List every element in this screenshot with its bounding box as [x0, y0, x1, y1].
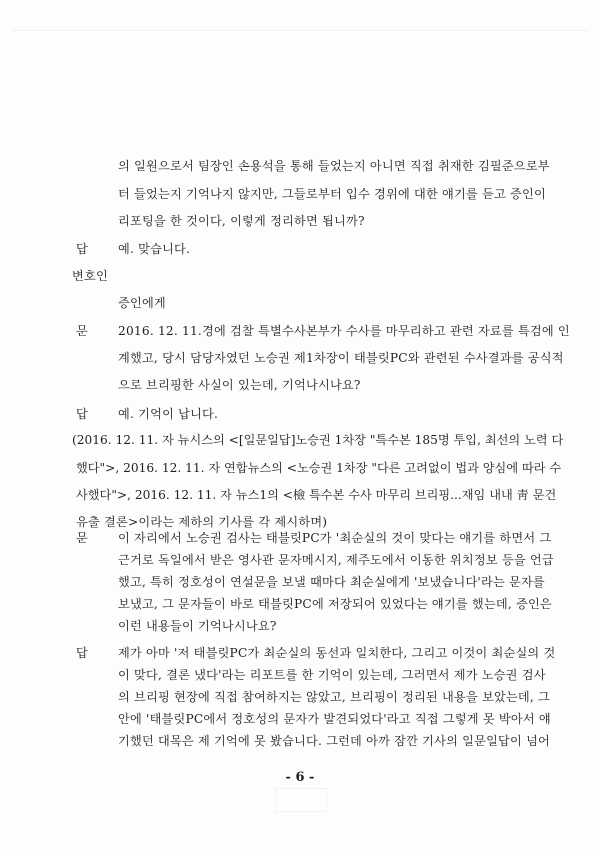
text-line: 이런 내용들이 기억나시나요? — [118, 619, 277, 633]
text-line: 근거로 독일에서 받은 영사관 문자메시지, 제주도에서 이동한 위치정보 등을 언급 — [118, 553, 554, 567]
question-label: 문 — [76, 324, 88, 338]
question-label: 문 — [76, 531, 88, 545]
text-line: 증인에게 — [118, 296, 166, 310]
answer-label: 답 — [76, 646, 88, 660]
text-line: 으로 브리핑한 사실이 있는데, 기억나시나요? — [118, 378, 361, 392]
text-line: 했고, 특히 정호성이 연설문을 보낼 때마다 최순실에게 '보냈습니다'라는 문자를 — [118, 575, 545, 589]
lawyer-label: 변호인 — [72, 269, 108, 283]
text-line: 유출 결론>이라는 제하의 기사를 각 제시하며) — [76, 515, 328, 529]
text-line: 의 일원으로서 팀장인 손용석을 통해 들었는지 아니면 직접 취재한 김필준으로부 — [118, 159, 550, 173]
text-line: 안에 '태블릿PC에서 정호성의 문자가 발견되었다'라고 직접 그렇게 못 박아서 얘 — [118, 712, 551, 726]
text-line: 계했고, 당시 담당자였던 노승권 제1차장이 태블릿PC와 관련된 수사결과를 공식적 — [118, 351, 564, 365]
text-line: 의 브리핑 현장에 직접 참여하지는 않았고, 브리핑이 정리된 내용을 보았는데, 그 — [118, 690, 551, 704]
page-number: - 6 - — [285, 770, 315, 785]
text-line: 리포팅을 한 것이다, 이렇게 정리하면 됩니까? — [118, 214, 365, 228]
text-line: 2016. 12. 11.경에 검찰 특별수사본부가 수사를 마무리하고 관련 자료를 특검에 인 — [118, 324, 570, 338]
text-line: 이 자리에서 노승권 검사는 태블릿PC가 '최순실의 것이 맞다는 얘기를 하면서 그 — [118, 531, 552, 545]
text-line: 사했다">, 2016. 12. 11. 자 뉴스1의 <檢 특수본 수사 마무리 브리핑...재임 내내 靑 문건 — [76, 488, 557, 502]
text-line: 예. 기억이 납니다. — [118, 407, 219, 421]
text-line: 했다">, 2016. 12. 11. 자 연합뉴스의 <노승권 1차장 "다른 고려없이 법과 양심에 따라 수 — [76, 461, 562, 475]
faint-stamp-mark — [275, 788, 327, 812]
text-line: (2016. 12. 11. 자 뉴시스의 <[일문일답]노승권 1차장 "특수본 185명 투입, 최선의 노력 다 — [72, 433, 564, 447]
text-line: 제가 아마 '저 태블릿PC가 최순실의 동선과 일치한다, 그리고 이것이 최순실의 것 — [118, 646, 556, 660]
text-line: 예. 맞습니다. — [118, 242, 191, 256]
answer-label: 답 — [76, 407, 88, 421]
scan-edge-line — [12, 30, 588, 31]
text-line: 터 들었는지 기억나지 않지만, 그들로부터 입수 경위에 대한 얘기를 듣고 증인이 — [118, 187, 546, 201]
answer-label: 답 — [76, 242, 88, 256]
text-line: 이 맞다, 결론 냈다'라는 리포트를 한 기억이 있는데, 그러면서 제가 노승권 검사 — [118, 668, 546, 682]
text-line: 보냈고, 그 문자들이 바로 태블릿PC에 저장되어 있었다는 얘기를 했는데, 증인은 — [118, 597, 552, 611]
text-line: 기했던 대목은 제 기억에 못 봤습니다. 그런데 아까 잠깐 기사의 일문일답이 넘어 — [118, 734, 551, 748]
